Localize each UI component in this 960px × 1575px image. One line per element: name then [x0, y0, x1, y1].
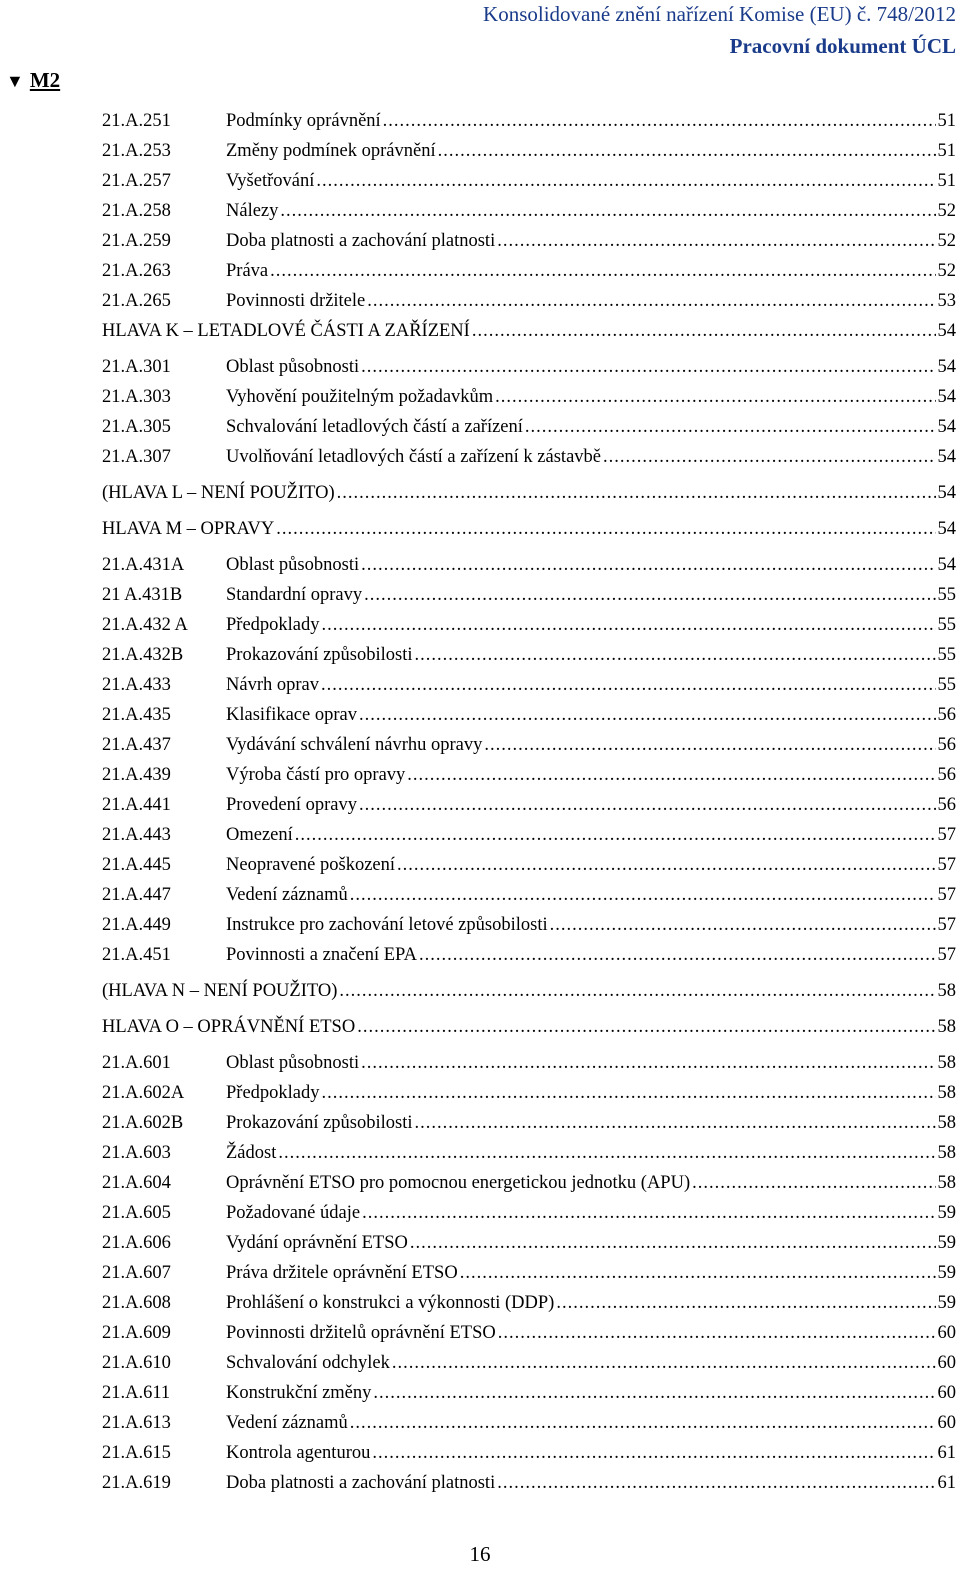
toc-entry-page: 51	[936, 167, 957, 195]
dot-leader	[348, 1409, 936, 1437]
dot-leader	[274, 515, 935, 543]
toc-entry-title: Práva	[226, 257, 268, 285]
toc-entry-page: 59	[936, 1229, 957, 1257]
toc-entry[interactable]	[102, 881, 956, 911]
dot-leader	[413, 1109, 936, 1137]
toc-entry[interactable]	[102, 1289, 956, 1319]
toc-entry-page: 58	[936, 1079, 957, 1107]
amendment-marker	[6, 68, 60, 93]
toc-entry[interactable]	[102, 941, 956, 971]
toc-entry-leader	[226, 881, 956, 909]
toc-entry-code: 21.A.611	[102, 1383, 171, 1403]
toc-entry-leader	[226, 1109, 956, 1137]
toc-entry-page: 58	[936, 1049, 957, 1077]
dot-leader	[496, 1319, 936, 1347]
toc-entry-code: 21.A.259	[102, 231, 171, 251]
toc-entry[interactable]	[102, 911, 956, 941]
dot-leader	[320, 611, 936, 639]
toc-entry-title: Podmínky oprávnění	[226, 107, 381, 135]
toc-entry-title: Požadované údaje	[226, 1199, 360, 1227]
toc-entry-leader	[226, 413, 956, 441]
toc-entry[interactable]	[102, 821, 956, 851]
dot-leader	[278, 197, 935, 225]
toc-entry-code: 21.A.607	[102, 1263, 171, 1283]
toc-entry-page: 52	[936, 257, 957, 285]
dot-leader	[357, 701, 936, 729]
toc-entry-title: Návrh oprav	[226, 671, 319, 699]
toc-entry[interactable]	[102, 761, 956, 791]
toc-entry[interactable]	[102, 1409, 956, 1439]
dot-leader	[320, 1079, 936, 1107]
toc-entry-page: 59	[936, 1259, 957, 1287]
toc-entry[interactable]	[102, 1259, 956, 1289]
toc-entry-code: 21.A.443	[102, 825, 171, 845]
toc-entry-leader	[226, 1379, 956, 1407]
dot-leader	[335, 479, 936, 507]
toc-entry-code: 21.A.253	[102, 141, 171, 161]
toc-entry-page: 59	[936, 1289, 957, 1317]
toc-entry-code: 21.A.602B	[102, 1113, 184, 1133]
toc-entry-code: 21.A.609	[102, 1323, 171, 1343]
toc-entry-page: 54	[936, 515, 957, 543]
toc-entry-title: Nálezy	[226, 197, 278, 225]
toc-entry-page: 61	[936, 1439, 957, 1467]
toc-entry-title: Schvalování letadlových částí a zařízení	[226, 413, 523, 441]
toc-entry-leader	[226, 821, 956, 849]
toc-entry-page: 54	[936, 551, 957, 579]
dot-leader	[268, 257, 935, 285]
document-subtitle: Pracovní dokument ÚCL	[729, 34, 956, 58]
dot-leader	[554, 1289, 935, 1317]
toc-entry-code: 21.A.603	[102, 1143, 171, 1163]
toc-entry-title: Povinnosti držitelů oprávnění ETSO	[226, 1319, 496, 1347]
toc-entry[interactable]	[102, 287, 956, 317]
dot-leader	[408, 1229, 936, 1257]
toc-entry-title: (HLAVA N – NENÍ POUŽITO)	[102, 977, 337, 1005]
dot-leader	[357, 791, 935, 819]
dot-leader	[381, 107, 936, 135]
toc-entry-code: 21.A.433	[102, 675, 171, 695]
toc-entry-code: 21.A.610	[102, 1353, 171, 1373]
toc-entry-title: Oblast působnosti	[226, 353, 359, 381]
toc-entry-page: 58	[936, 1013, 957, 1041]
toc-entry-leader	[226, 731, 956, 759]
dot-leader	[359, 1049, 935, 1077]
toc-entry-title: Oblast působnosti	[226, 551, 359, 579]
toc-entry-page: 58	[936, 977, 957, 1005]
toc-entry-code: 21 A.431B	[102, 585, 183, 605]
toc-entry-title: Omezení	[226, 821, 293, 849]
toc-entry-page: 55	[936, 671, 957, 699]
toc-entry[interactable]	[102, 227, 956, 257]
toc-entry-code: 21.A.441	[102, 795, 171, 815]
toc-entry-page: 56	[936, 791, 957, 819]
toc-entry-page: 58	[936, 1169, 957, 1197]
toc-entry-leader	[226, 1439, 956, 1467]
toc-entry-title: Standardní opravy	[226, 581, 362, 609]
toc-entry-title: HLAVA O – OPRÁVNĚNÍ ETSO	[102, 1013, 355, 1041]
toc-entry-code: 21.A.432B	[102, 645, 184, 665]
dot-leader	[314, 167, 935, 195]
dot-leader	[482, 731, 935, 759]
toc-entry[interactable]	[102, 791, 956, 821]
toc-entry-code: 21.A.257	[102, 171, 171, 191]
toc-entry-title: Kontrola agenturou	[226, 1439, 370, 1467]
toc-entry-leader	[226, 791, 956, 819]
dot-leader	[359, 353, 935, 381]
toc-entry[interactable]	[102, 1199, 956, 1229]
toc-entry[interactable]	[102, 443, 956, 473]
toc-entry-page: 54	[936, 413, 957, 441]
toc-entry-title: Klasifikace oprav	[226, 701, 357, 729]
toc-entry-leader	[226, 1289, 956, 1317]
toc-entry-leader	[102, 977, 956, 1005]
toc-entry-code: 21.A.265	[102, 291, 171, 311]
toc-entry[interactable]	[102, 383, 956, 413]
toc-entry-title: Oprávnění ETSO pro pomocnou energetickou jednotku (APU)	[226, 1169, 690, 1197]
toc-entry-leader	[226, 107, 956, 135]
toc-entry[interactable]	[102, 353, 956, 383]
toc-entry-title: Prohlášení o konstrukci a výkonnosti (DDP)	[226, 1289, 554, 1317]
toc-entry-title: Instrukce pro zachování letové způsobilosti	[226, 911, 548, 939]
toc-entry-page: 60	[936, 1319, 957, 1347]
toc-entry-leader	[226, 761, 956, 789]
toc-entry-title: Oblast působnosti	[226, 1049, 359, 1077]
toc-entry[interactable]	[102, 1349, 956, 1379]
table-of-contents	[102, 107, 956, 1499]
triangle-down-icon: ▼	[6, 71, 24, 91]
toc-entry-code: 21.A.602A	[102, 1083, 185, 1103]
dot-leader	[371, 1379, 935, 1407]
toc-entry-title: Vydání oprávnění ETSO	[226, 1229, 408, 1257]
toc-entry[interactable]	[102, 413, 956, 443]
toc-entry-leader	[226, 1049, 956, 1077]
toc-entry[interactable]	[102, 1139, 956, 1169]
toc-entry-title: Doba platnosti a zachování platnosti	[226, 227, 495, 255]
toc-entry-page: 56	[936, 761, 957, 789]
toc-entry-page: 52	[936, 227, 957, 255]
toc-entry-leader	[226, 443, 956, 471]
toc-entry-title: Povinnosti držitele	[226, 287, 365, 315]
toc-entry[interactable]	[102, 1109, 956, 1139]
toc-entry-page: 58	[936, 1139, 957, 1167]
toc-entry-title: (HLAVA L – NENÍ POUŽITO)	[102, 479, 335, 507]
toc-entry-leader	[226, 581, 956, 609]
dot-leader	[370, 1439, 935, 1467]
toc-entry[interactable]	[102, 1439, 956, 1469]
toc-entry-title: Prokazování způsobilosti	[226, 641, 413, 669]
toc-entry-code: 21.A.605	[102, 1203, 171, 1223]
toc-entry-code: 21.A.604	[102, 1173, 171, 1193]
toc-entry-code: 21.A.601	[102, 1053, 171, 1073]
toc-entry-leader	[226, 701, 956, 729]
toc-entry-title: Provedení opravy	[226, 791, 357, 819]
toc-entry-leader	[226, 851, 956, 879]
dot-leader	[359, 551, 935, 579]
toc-entry-page: 60	[936, 1349, 957, 1377]
toc-entry-page: 60	[936, 1409, 957, 1437]
toc-entry-title: Vyhovění použitelným požadavkům	[226, 383, 493, 411]
toc-entry-code: 21.A.303	[102, 387, 171, 407]
toc-entry[interactable]	[102, 1049, 956, 1079]
toc-entry-page: 53	[936, 287, 957, 315]
toc-entry-title: Schvalování odchylek	[226, 1349, 390, 1377]
toc-entry-leader	[226, 1079, 956, 1107]
toc-entry-leader	[226, 287, 956, 315]
toc-entry-title: Povinnosti a značení EPA	[226, 941, 417, 969]
toc-entry-code: 21.A.437	[102, 735, 171, 755]
toc-entry-leader	[226, 1349, 956, 1377]
dot-leader	[390, 1349, 936, 1377]
toc-entry[interactable]	[102, 257, 956, 287]
toc-entry[interactable]	[102, 1469, 956, 1499]
toc-entry-code: 21.A.608	[102, 1293, 171, 1313]
toc-entry-leader	[226, 137, 956, 165]
toc-entry-title: Vedení záznamů	[226, 1409, 348, 1437]
toc-entry-leader	[226, 1169, 956, 1197]
toc-entry-title: HLAVA K – LETADLOVÉ ČÁSTI A ZAŘÍZENÍ	[102, 317, 470, 345]
toc-entry-leader	[226, 641, 956, 669]
toc-entry[interactable]	[102, 107, 956, 137]
amendment-label[interactable]: M2	[29, 68, 61, 92]
dot-leader	[365, 287, 935, 315]
toc-entry-code: 21.A.606	[102, 1233, 171, 1253]
dot-leader	[436, 137, 936, 165]
toc-entry-page: 54	[936, 353, 957, 381]
dot-leader	[417, 941, 936, 969]
toc-entry-code: 21.A.258	[102, 201, 171, 221]
dot-leader	[458, 1259, 936, 1287]
toc-entry[interactable]	[102, 851, 956, 881]
toc-entry-code: 21.A.251	[102, 111, 171, 131]
dot-leader	[495, 1469, 935, 1497]
toc-entry[interactable]	[102, 1319, 956, 1349]
toc-entry-leader	[226, 1229, 956, 1257]
toc-entry-code: 21.A.449	[102, 915, 171, 935]
toc-entry-page: 59	[936, 1199, 957, 1227]
toc-entry-page: 57	[936, 941, 957, 969]
toc-entry-title: Uvolňování letadlových částí a zařízení k zástavbě	[226, 443, 601, 471]
toc-entry-title: Prokazování způsobilosti	[226, 1109, 413, 1137]
toc-entry-page: 58	[936, 1109, 957, 1137]
toc-entry-leader	[226, 353, 956, 381]
toc-entry-page: 54	[936, 317, 957, 345]
toc-entry-title: HLAVA M – OPRAVY	[102, 515, 274, 543]
toc-entry-leader	[226, 551, 956, 579]
dot-leader	[293, 821, 936, 849]
dot-leader	[355, 1013, 935, 1041]
toc-entry[interactable]	[102, 167, 956, 197]
toc-entry-title: Změny podmínek oprávnění	[226, 137, 436, 165]
toc-entry-leader	[226, 1409, 956, 1437]
toc-entry-code: 21.A.439	[102, 765, 171, 785]
toc-entry-title: Žádost	[226, 1139, 276, 1167]
toc-entry-title: Výroba částí pro opravy	[226, 761, 405, 789]
dot-leader	[362, 581, 935, 609]
toc-entry-code: 21.A.451	[102, 945, 171, 965]
toc-entry[interactable]	[102, 581, 956, 611]
toc-entry-title: Předpoklady	[226, 611, 320, 639]
toc-entry-title: Práva držitele oprávnění ETSO	[226, 1259, 458, 1287]
toc-entry-page: 51	[936, 137, 957, 165]
toc-entry[interactable]	[102, 1229, 956, 1259]
toc-entry-page: 57	[936, 911, 957, 939]
toc-entry-code: 21.A.301	[102, 357, 171, 377]
toc-entry-code: 21.A.615	[102, 1443, 171, 1463]
toc-entry-leader	[226, 1199, 956, 1227]
toc-entry[interactable]	[102, 701, 956, 731]
page-number: 16	[469, 1542, 491, 1566]
toc-entry-page: 54	[936, 443, 957, 471]
toc-entry-page: 57	[936, 851, 957, 879]
dot-leader	[548, 911, 936, 939]
toc-entry-title: Doba platnosti a zachování platnosti	[226, 1469, 495, 1497]
toc-entry-page: 54	[936, 479, 957, 507]
toc-entry-code: 21.A.613	[102, 1413, 171, 1433]
toc-entry-title: Vyšetřování	[226, 167, 314, 195]
toc-entry-code: 21.A.435	[102, 705, 171, 725]
toc-entry[interactable]	[102, 1079, 956, 1109]
toc-chapter-entry[interactable]	[102, 1013, 956, 1043]
dot-leader	[601, 443, 936, 471]
toc-entry-page: 55	[936, 641, 957, 669]
toc-entry[interactable]	[102, 731, 956, 761]
toc-entry-page: 54	[936, 383, 957, 411]
toc-entry[interactable]	[102, 197, 956, 227]
toc-entry-code: 21.A.432 A	[102, 615, 188, 635]
toc-entry-leader	[102, 515, 956, 543]
dot-leader	[495, 227, 935, 255]
toc-entry-page: 51	[936, 107, 957, 135]
toc-entry-leader	[226, 1259, 956, 1287]
toc-chapter-entry[interactable]	[102, 317, 956, 347]
toc-entry-leader	[226, 1319, 956, 1347]
dot-leader	[348, 881, 936, 909]
toc-entry-leader	[226, 383, 956, 411]
dot-leader	[405, 761, 935, 789]
toc-chapter-entry[interactable]	[102, 515, 956, 545]
dot-leader	[337, 977, 935, 1005]
toc-entry-leader	[226, 1139, 956, 1167]
toc-entry[interactable]	[102, 1169, 956, 1199]
toc-entry-title: Předpoklady	[226, 1079, 320, 1107]
toc-entry-page: 57	[936, 821, 957, 849]
toc-entry-leader	[226, 257, 956, 285]
toc-entry-code: 21.A.263	[102, 261, 171, 281]
dot-leader	[413, 641, 936, 669]
toc-entry-title: Vedení záznamů	[226, 881, 348, 909]
toc-entry[interactable]	[102, 137, 956, 167]
toc-entry-code: 21.A.305	[102, 417, 171, 437]
toc-entry-leader	[226, 167, 956, 195]
toc-entry-leader	[102, 317, 956, 345]
toc-entry-leader	[226, 671, 956, 699]
toc-entry-page: 55	[936, 581, 957, 609]
toc-entry-title: Vydávání schválení návrhu opravy	[226, 731, 482, 759]
toc-entry-code: 21.A.431A	[102, 555, 185, 575]
toc-entry-leader	[102, 1013, 956, 1041]
toc-entry-leader	[226, 941, 956, 969]
toc-entry-page: 56	[936, 701, 957, 729]
toc-entry-title: Konstrukční změny	[226, 1379, 371, 1407]
toc-entry-leader	[102, 479, 956, 507]
toc-entry-page: 52	[936, 197, 957, 225]
toc-entry-code: 21.A.447	[102, 885, 171, 905]
document-title: Konsolidované znění nařízení Komise (EU) č. 748/2012	[483, 2, 956, 26]
toc-entry[interactable]	[102, 551, 956, 581]
toc-entry-page: 57	[936, 881, 957, 909]
toc-entry-leader	[226, 227, 956, 255]
dot-leader	[276, 1139, 935, 1167]
toc-entry-page: 61	[936, 1469, 957, 1497]
toc-entry-page: 56	[936, 731, 957, 759]
toc-entry[interactable]	[102, 641, 956, 671]
toc-entry-page: 55	[936, 611, 957, 639]
dot-leader	[690, 1169, 935, 1197]
toc-entry-code: 21.A.445	[102, 855, 171, 875]
dot-leader	[395, 851, 935, 879]
dot-leader	[493, 383, 935, 411]
toc-entry-title: Neopravené poškození	[226, 851, 395, 879]
toc-entry-page: 60	[936, 1379, 957, 1407]
toc-entry-leader	[226, 911, 956, 939]
toc-entry-leader	[226, 1469, 956, 1497]
toc-entry[interactable]	[102, 611, 956, 641]
dot-leader	[319, 671, 936, 699]
toc-chapter-entry[interactable]	[102, 479, 956, 509]
toc-entry-leader	[226, 197, 956, 225]
dot-leader	[523, 413, 936, 441]
dot-leader	[470, 317, 936, 345]
toc-entry[interactable]	[102, 671, 956, 701]
dot-leader	[360, 1199, 935, 1227]
toc-entry-code: 21.A.619	[102, 1473, 171, 1493]
toc-chapter-entry[interactable]	[102, 977, 956, 1007]
toc-entry[interactable]	[102, 1379, 956, 1409]
toc-entry-code: 21.A.307	[102, 447, 171, 467]
toc-entry-leader	[226, 611, 956, 639]
